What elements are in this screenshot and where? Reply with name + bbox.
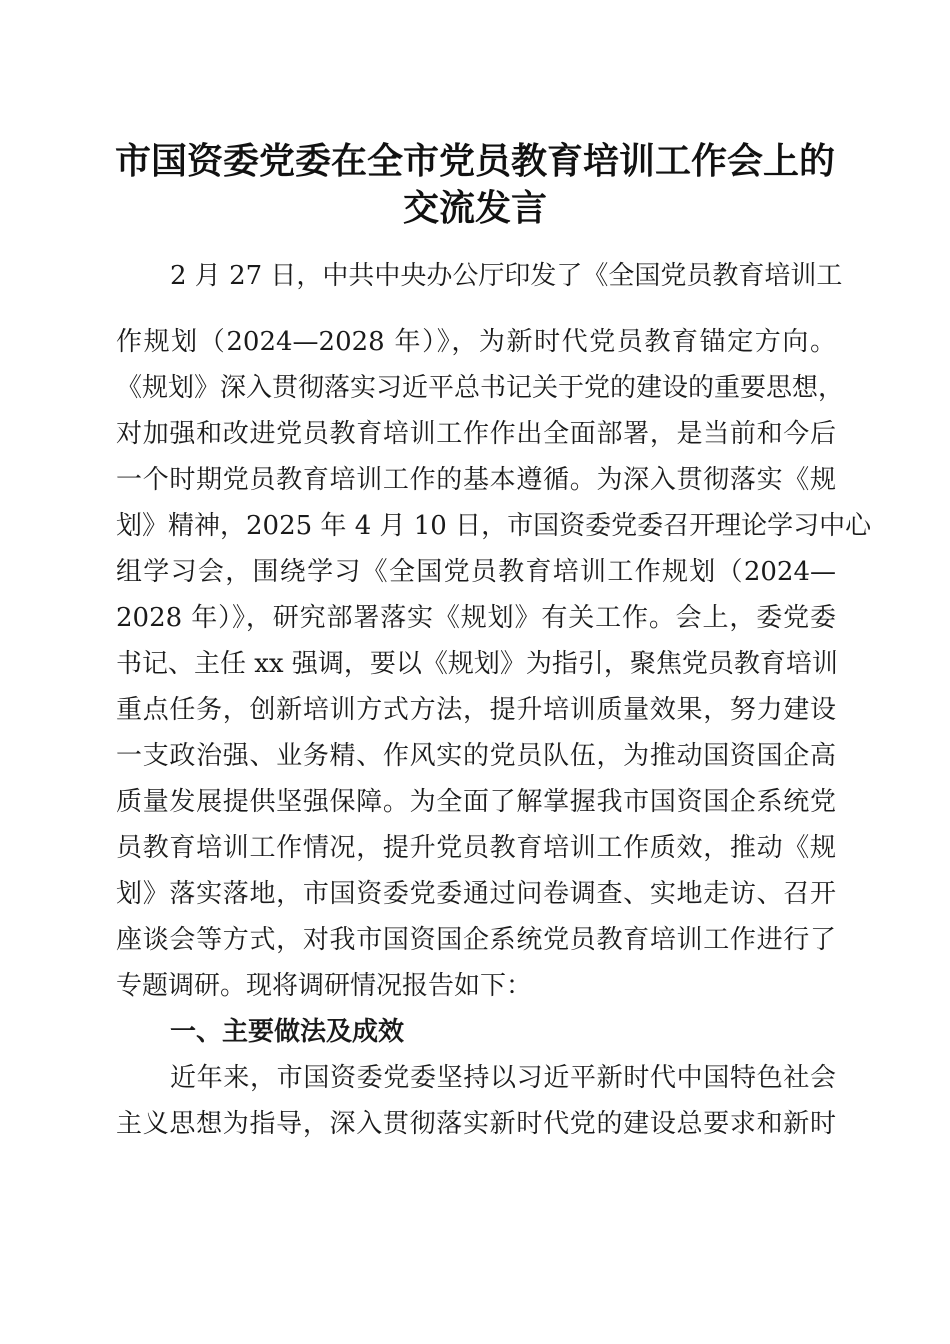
paragraph-line: 组学习会，围绕学习《全国党员教育培训工作规划（2024— [116,557,836,587]
paragraph-line: 近年来，市国资委党委坚持以习近平新时代中国特色社会 [170,1063,836,1093]
paragraph-line: 划》落实落地，市国资委党委通过问卷调查、实地走访、召开 [116,879,836,909]
paragraph-line: 作规划（2024—2028 年）》，为新时代党员教育锚定方向。 [116,327,836,357]
paragraph-line: 一支政治强、业务精、作风实的党员队伍，为推动国资国企高 [116,741,836,771]
paragraph-line: 专题调研。现将调研情况报告如下： [116,971,533,1001]
paragraph-line: 书记、主任 xx 强调，要以《规划》为指引，聚焦党员教育培训 [116,649,838,679]
paragraph-line: 2 月 27 日，中共中央办公厅印发了《全国党员教育培训工 [170,261,843,291]
paragraph-line: 座谈会等方式，对我市国资国企系统党员教育培训工作进行了 [116,925,836,955]
paragraph-line: 质量发展提供坚强保障。为全面了解掌握我市国资国企系统党 [116,787,836,817]
section-heading: 一、主要做法及成效 [170,1017,405,1047]
paragraph-line: 2028 年）》，研究部署落实《规划》有关工作。会上，委党委 [116,603,836,633]
paragraph-line: 《规划》深入贯彻落实习近平总书记关于党的建设的重要思想， [116,373,845,403]
paragraph-line: 划》精神，2025 年 4 月 10 日，市国资委党委召开理论学习中心 [116,511,872,541]
paragraph-line: 对加强和改进党员教育培训工作作出全面部署，是当前和今后 [116,419,836,449]
paragraph-line: 一个时期党员教育培训工作的基本遵循。为深入贯彻落实《规 [116,465,836,495]
document-title-line-1: 市国资委党委在全市党员教育培训工作会上的 [114,140,835,182]
paragraph-line: 主义思想为指导，深入贯彻落实新时代党的建设总要求和新时 [116,1109,836,1139]
paragraph-line: 员教育培训工作情况，提升党员教育培训工作质效，推动《规 [116,833,836,863]
paragraph-line: 重点任务，创新培训方式方法，提升培训质量效果，努力建设 [116,695,836,725]
document-title-line-2: 交流发言 [402,187,547,229]
